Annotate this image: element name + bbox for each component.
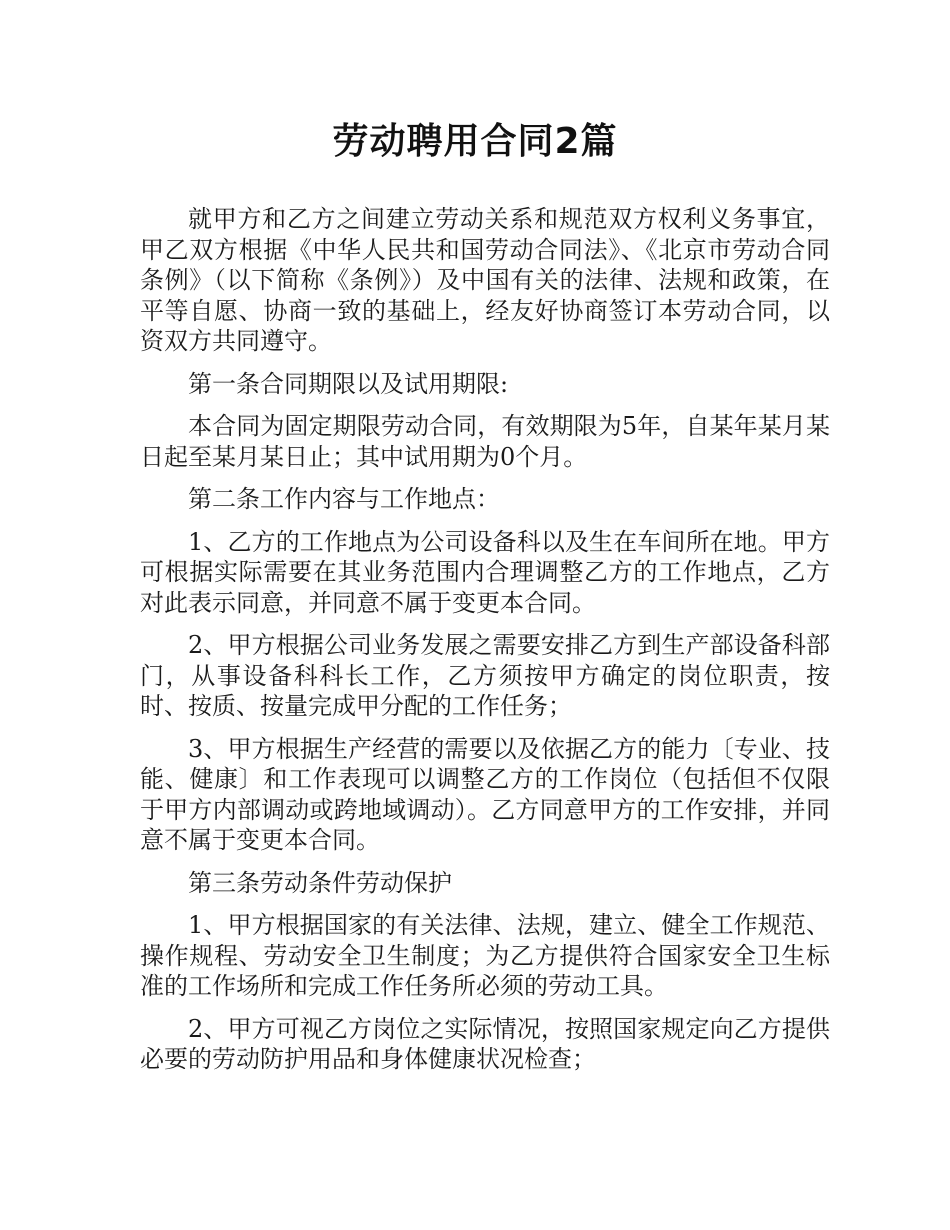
paragraph-work-conditions: 1、甲方根据国家的有关法律、法规，建立、健全工作规范、操作规程、劳动安全卫生制度；为乙方提供符合国家安全卫生标准的工作场所和完成工作任务所必须的劳动工具。 xyxy=(140,911,830,1000)
paragraph-article-1-heading: 第一条合同期限以及试用期限: xyxy=(188,369,509,398)
paragraph-contract-term: 本合同为固定期限劳动合同，有效期限为5年，自某年某月某日起至某月某日止；其中试用期为0个月。 xyxy=(140,412,830,471)
paragraph-work-location: 1、乙方的工作地点为公司设备科以及生在车间所在地。甲方可根据实际需要在其业务范围内合理调整乙方的工作地点，乙方对此表示同意，并同意不属于变更本合同。 xyxy=(140,527,830,617)
paragraph-protective-equipment: 2、甲方可视乙方岗位之实际情况，按照国家规定向乙方提供必要的劳动防护用品和身体健康状况检查； xyxy=(140,1014,830,1073)
document-title: 劳动聘用合同2篇 xyxy=(332,121,618,162)
paragraph-article-3-heading: 第三条劳动条件劳动保护 xyxy=(188,868,452,897)
paragraph-preamble: 就甲方和乙方之间建立劳动关系和规范双方权利义务事宜，甲乙双方根据《中华人民共和国劳动合同法》、《北京市劳动合同条例》（以下简称《条例》）及中国有关的法律、法规和政策，在平等自愿、协商一致的基础上，经友好协商签订本劳动合同，以资双方共同遵守。 xyxy=(140,205,830,355)
paragraph-job-assignment: 2、甲方根据公司业务发展之需要安排乙方到生产部设备科部门，从事设备科科长工作，乙方须按甲方确定的岗位职责，按时、按质、按量完成甲分配的工作任务； xyxy=(140,631,830,720)
paragraph-article-2-heading: 第二条工作内容与工作地点： xyxy=(188,485,500,513)
paragraph-position-adjustment: 3、甲方根据生产经营的需要以及依据乙方的能力〔专业、技能、健康〕和工作表现可以调整乙方的工作岗位（包括但不仅限于甲方内部调动或跨地域调动）。乙方同意甲方的工作安排，并同意不属于变更本合同。 xyxy=(140,734,830,854)
document-body xyxy=(140,204,830,1087)
